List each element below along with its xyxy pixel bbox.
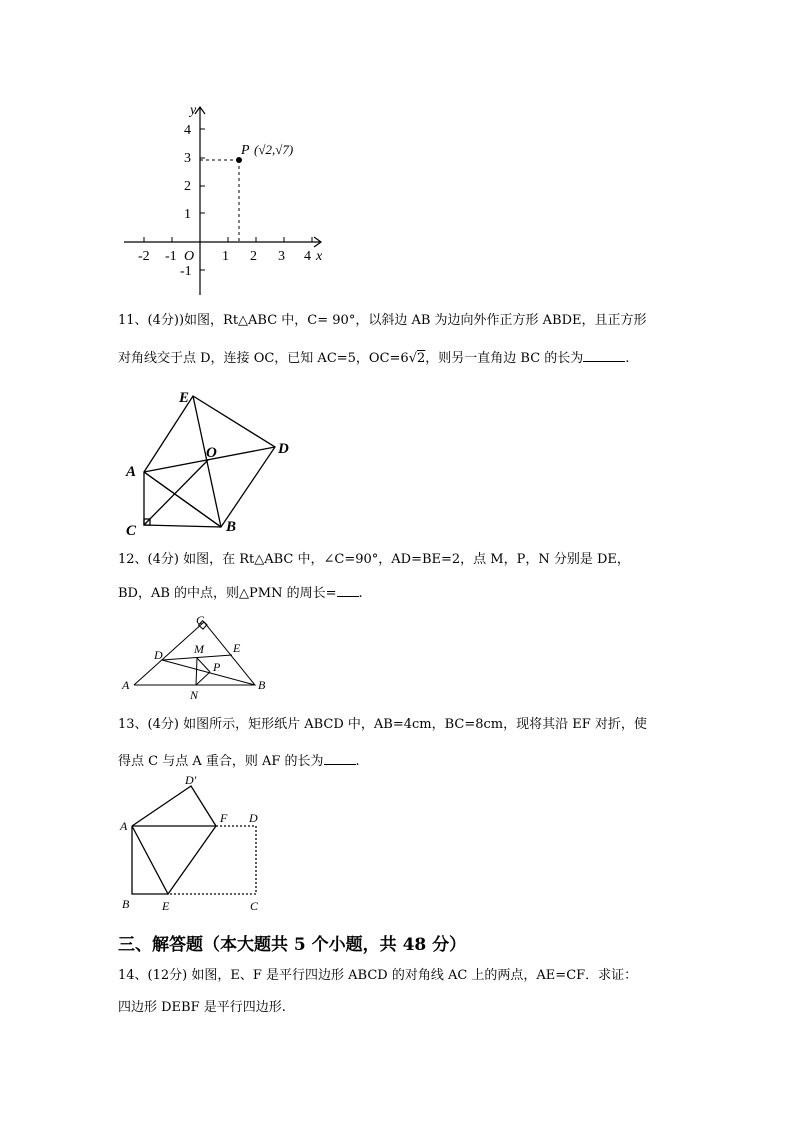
point-p-coords: (√2,√7) [254,142,294,157]
label-c: C [250,899,259,913]
dashed-unfolded-edge [168,826,256,894]
q11-end: . [625,351,630,366]
question-14-line-1: 14、(12分) 如图，E、F 是平行四边形 ABCD 的对角线 AC 上的两点，AE=CF．求证： [118,968,638,983]
label-b: B [226,519,237,535]
x-tick-label: 2 [250,249,257,264]
coordinate-plane-figure [118,100,338,300]
question-12-line-2 [118,584,363,601]
label-f: F [220,811,228,825]
label-c: C [126,523,137,539]
label-a: A [120,819,128,833]
origin-label: O [184,249,195,264]
x-tick-label: -2 [138,249,150,264]
section-heading: 三、解答题（本大题共 5 个小题，共 48 分） [118,935,467,955]
y-tick-label: 1 [184,207,191,222]
q13-end: . [355,754,360,769]
label-b: B [258,678,266,692]
label-d: D [278,441,289,457]
y-axis-label: y [190,103,197,118]
x-tick-label: 3 [278,249,285,264]
question-12-line-1: 12、(4分) 如图，在 Rt△ABC 中，∠C=90°，AD=BE=2，点 M，P，N 分别是 DE， [118,552,630,567]
label-d-prime: D′ [185,773,197,787]
point-p-label: P [241,143,250,158]
label-e: E [233,641,241,655]
x-axis-label: x [316,249,323,264]
question-13-line-1: 13、(4分) 如图所示，矩形纸片 ABCD 中，AB=4cm，BC=8cm，现将其沿 EF 对折，使 [118,717,647,732]
q11-text-a: 对角线交于点 D，连接 OC，已知 AC=5，OC=6 [118,351,409,366]
x-tick-label: 1 [222,249,229,264]
y-tick-label: 4 [184,123,191,138]
q13-text-a: 得点 C 与点 A 重合，则 AF 的长为 [118,754,324,769]
y-tick-label: -1 [180,264,192,279]
question-11-line-1: 11、(4分))如图，Rt△ABC 中，C= 90°，以斜边 AB 为边向外作正方形 ABDE，且正方形 [118,313,647,328]
label-e: E [162,899,170,913]
label-o: O [206,445,217,461]
answer-blank[interactable] [337,584,359,597]
question-13-line-2 [118,752,360,769]
sqrt-symbol: √2 [408,351,426,366]
label-b: B [122,897,130,911]
q12-end: . [358,586,363,601]
sqrt-radicand: 2 [417,351,426,366]
label-d: D [249,811,258,825]
label-e: E [179,390,190,406]
question-14-line-2: 四边形 DEBF 是平行四边形. [118,1000,286,1015]
square-triangle-figure [118,384,308,540]
right-triangle-midpoints-figure [118,612,278,702]
label-p: P [213,660,221,674]
question-11-line-2 [118,349,629,366]
label-n: N [190,688,199,702]
y-tick-label: 3 [184,151,191,166]
label-c: C [196,613,205,627]
label-a: A [122,678,130,692]
x-tick-label: -1 [165,249,177,264]
q11-text-b: ，则另一直角边 BC 的长为 [425,351,584,366]
label-d: D [154,648,163,662]
answer-blank[interactable] [324,752,356,765]
folded-rectangle-figure [118,770,278,916]
label-m: M [194,642,204,656]
q12-text-a: BD，AB 的中点，则△PMN 的周长= [118,586,337,601]
answer-blank[interactable] [583,349,625,362]
x-tick-label: 4 [304,249,311,264]
y-tick-label: 2 [184,179,191,194]
label-a: A [126,464,137,480]
